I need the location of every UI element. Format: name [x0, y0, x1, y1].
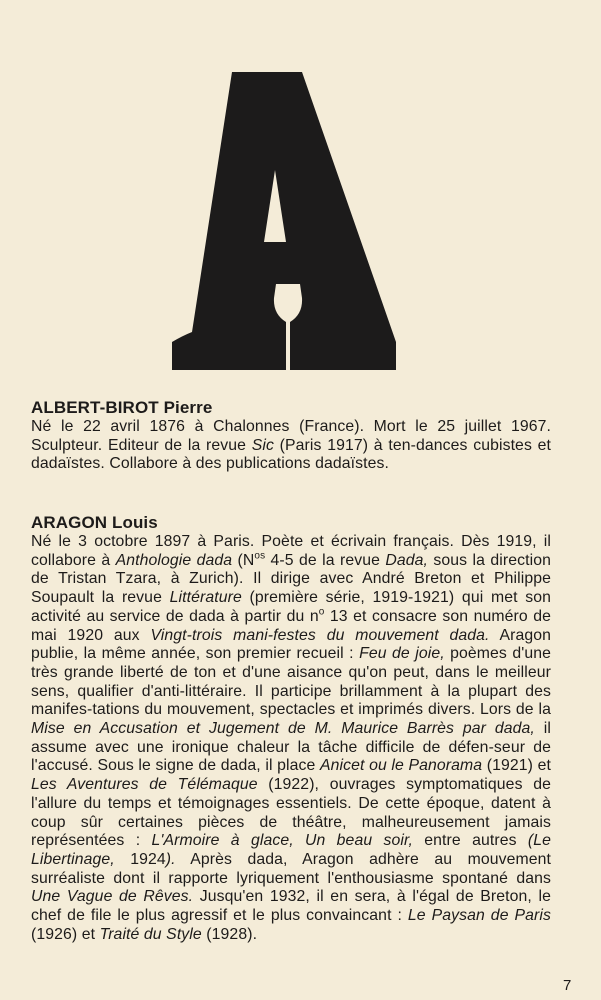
text-run: sous la direction de Tristan Tzara, à Zurich). Il dirige avec André Breton et Philippe Soupault la revue — [31, 551, 551, 607]
entry-body — [31, 533, 551, 944]
italic-title: ). — [165, 850, 176, 868]
superscript-run: o — [318, 606, 325, 618]
italic-title: (Le Libertinage, — [31, 832, 552, 868]
italic-title: Vingt-trois mani-festes du mouvement dada. — [150, 626, 490, 644]
text-run: Jusqu'en 1932, il en sera, à l'égal de Breton, le chef de file le plus agressif et le plus convaincant : — [31, 888, 551, 925]
italic-title: Traité du Style — [99, 925, 202, 943]
text-run: Après dada, Aragon adhère au mouvement surréaliste dont il rapporte lyriquement l'enthousiasme spontané dans — [31, 850, 551, 887]
page-number: 7 — [563, 977, 572, 994]
text-run: Aragon publie, la même année, son premier recueil : — [31, 626, 551, 663]
italic-title: Littérature — [169, 589, 242, 607]
text-run: (1928). — [201, 925, 258, 943]
text-run: (1922), ouvrages symptomatiques de l'allure du temps et témoignages essentiels. De cette époque, datent à coup sûr certaines pièces de théâtre, malheureusement jamais représentées : — [31, 776, 551, 850]
italic-title: Les Aventures de Télémaque — [31, 776, 258, 794]
italic-title: Le Paysan de Paris — [407, 907, 551, 925]
italic-title: Mise en Accusation et Jugement de M. Maurice Barrès par dada, — [31, 720, 535, 738]
entry-aragon — [31, 513, 551, 944]
text-run: Né le 3 octobre 1897 à Paris. Poète et écrivain français. Dès 1919, il collabore à — [31, 533, 551, 569]
italic-title: L'Armoire à glace, Un beau soir, — [151, 832, 413, 850]
text-run: il assume avec une ironique chaleur la tâche difficile de défen-seur de l'accusé. Sous le signe de dada, il place — [31, 720, 551, 775]
text-run: Né le 22 avril 1876 à Chalonnes (France). Mort le 25 juillet 1967. Sculpteur. Editeur de la revue — [31, 418, 551, 454]
entry-albert-birot — [31, 398, 551, 474]
italic-title: Feu de joie, — [359, 645, 445, 663]
text-run: (1926) et — [31, 925, 100, 943]
text-run: (N — [232, 551, 255, 569]
entry-name: ALBERT-BIROT Pierre — [31, 398, 213, 417]
superscript-run: os — [254, 550, 266, 562]
big-letter-a — [170, 70, 402, 370]
text-run: entre autres — [412, 832, 528, 850]
italic-title: Anicet ou le Panorama — [319, 757, 483, 775]
text-run: (Paris 1917) à ten-dances cubistes et dadaïstes. Collabore à des publications dadaïstes. — [31, 436, 552, 473]
entry-name: ARAGON Louis — [31, 513, 158, 532]
entry-body — [31, 418, 551, 474]
text-run: (1921) et — [482, 757, 551, 775]
text-run: (première série, 1919-1921) qui met son activité au service de dada à partir du n — [31, 589, 552, 625]
text-run: 13 et consacre son numéro de mai 1920 aux — [31, 607, 552, 644]
text-run: 1924 — [114, 850, 166, 868]
italic-title: Anthologie dada — [115, 551, 233, 569]
text-run: poèmes d'une très grande liberté de ton et d'une aisance qu'on peut, dans le meilleur sens, qualifier d'anti-littéraire. Il participe brillamment à la plupart des manifes-tations du mouvement, spectacles et imprimés divers. Lors de la — [31, 645, 552, 719]
text-run: 4-5 de la revue — [265, 551, 386, 569]
italic-title: Une Vague de Rêves. — [31, 888, 194, 906]
italic-title: Sic — [251, 436, 274, 454]
italic-title: Dada, — [385, 551, 429, 569]
